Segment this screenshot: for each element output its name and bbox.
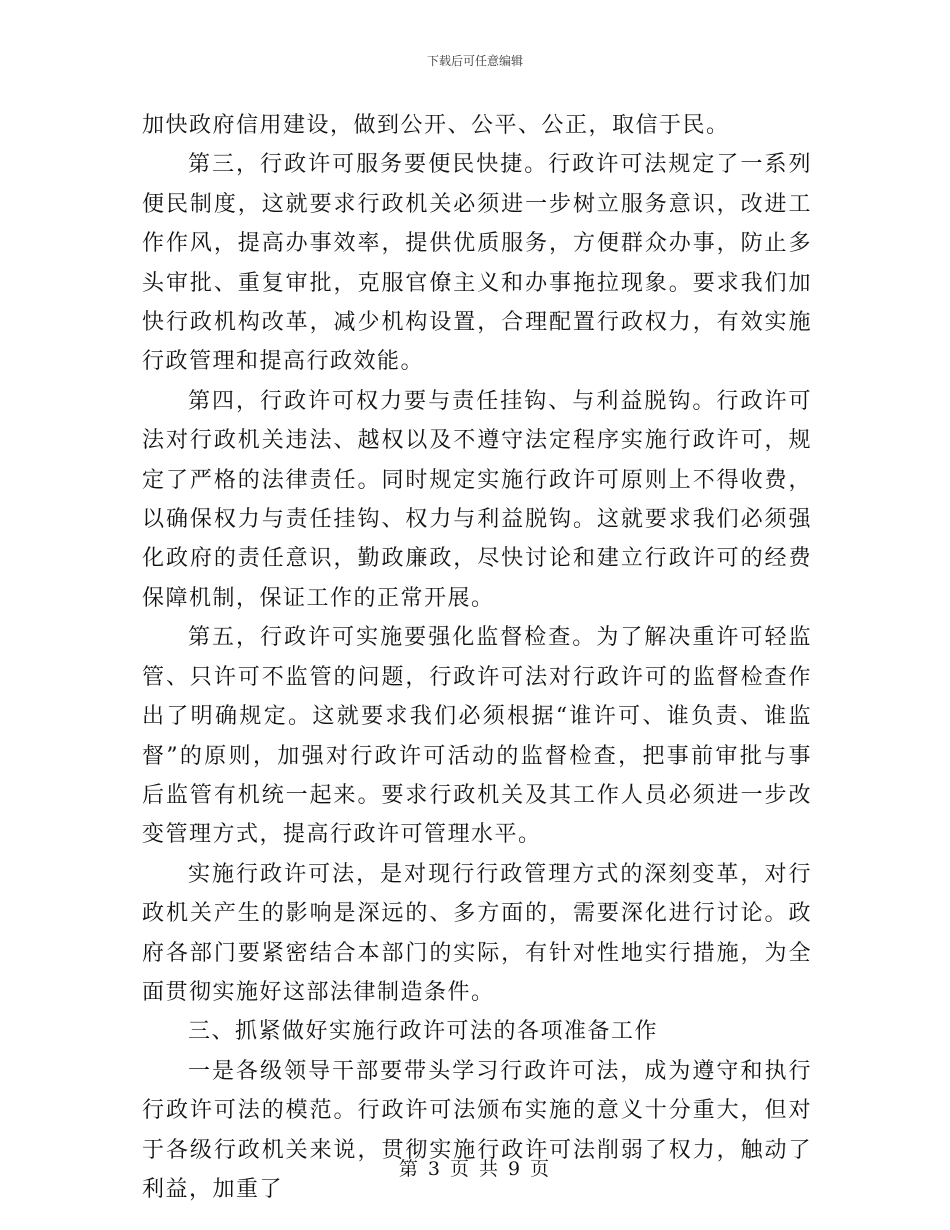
paragraph-fourth-point: 第四，行政许可权力要与责任挂钩、与利益脱钩。行政许可法对行政机关违法、越权以及不遵守法定程序实施行政许可，规定了严格的法律责任。同时规定实施行政许可原则上不得收费，以确保权力与责任挂钩、权力与利益脱钩。这就要求我们必须强化政府的责任意识，勤政廉政，尽快讨论和建立行政许可的经费保障机制，保证工作的正常开展。 — [142, 388, 812, 611]
section-heading-three: 三、抓紧做好实施行政许可法的各项准备工作 — [188, 1019, 659, 1045]
paragraph-fifth-point: 第五，行政许可实施要强化监督检查。为了解决重许可轻监管、只许可不监管的问题，行政许可法对行政许可的监督检查作出了明确规定。这就要求我们必须根据“谁许可、谁负责、谁监督”的原则，加强对行政许可活动的监督检查，把事前审批与事后监管有机统一起来。要求行政机关及其工作人员必须进一步改变管理方式，提高行政许可管理水平。 — [142, 625, 812, 848]
paragraph-continuation: 加快政府信用建设，做到公开、公平、公正，取信于民。 — [142, 113, 730, 138]
document-body — [142, 106, 812, 1209]
paragraph-third-point: 第三，行政许可服务要便民快捷。行政许可法规定了一系列便民制度，这就要求行政机关必须进一步树立服务意识，改进工作作风，提高办事效率，提供优质服务，方便群众办事，防止多头审批、重复审批，克服官僚主义和办事拖拉现象。要求我们加快行政机构改革，减少机构设置，合理配置行政权力，有效实施行政管理和提高行政效能。 — [142, 152, 812, 375]
paragraph-item-one: 一是各级领导干部要带头学习行政许可法，成为遵守和执行行政许可法的模范。行政许可法颁布实施的意义十分重大，但对于各级行政机关来说，贯彻实施行政许可法削弱了权力，触动了利益，加重了 — [142, 1058, 812, 1202]
paragraph-summary: 实施行政许可法，是对现行行政管理方式的深刻变革，对行政机关产生的影响是深远的、多方面的，需要深化进行讨论。政府各部门要紧密结合本部门的实际，有针对性地实行措施，为全面贯彻实施好这部法律制造条件。 — [142, 861, 812, 1005]
page-number: 第 3 页 共 9 页 — [398, 1158, 552, 1180]
page-header-note: 下载后可任意编辑 — [426, 54, 523, 68]
